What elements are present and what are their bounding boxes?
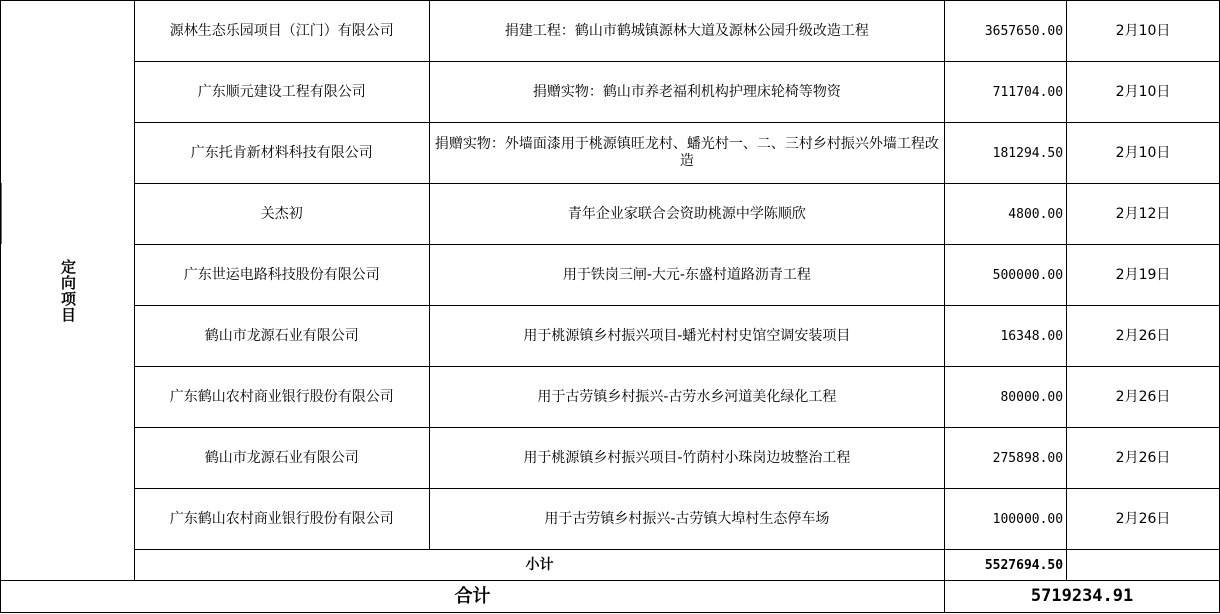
amount-cell[interactable]: 4800.00 [945, 184, 1067, 245]
amount-cell[interactable]: 500000.00 [945, 245, 1067, 306]
total-amount[interactable]: 5719234.91 [945, 581, 1220, 613]
purpose-cell[interactable]: 捐赠实物：外墙面漆用于桃源镇旺龙村、蟠光村一、二、三村乡村振兴外墙工程改造 [429, 123, 945, 184]
amount-cell[interactable]: 100000.00 [945, 489, 1067, 550]
purpose-cell[interactable]: 捐赠实物：鹤山市养老福利机构护理床轮椅等物资 [429, 62, 945, 123]
donor-cell[interactable]: 源林生态乐园项目（江门）有限公司 [134, 1, 429, 62]
amount-cell[interactable]: 711704.00 [945, 62, 1067, 123]
total-row [1, 581, 1220, 613]
donor-cell[interactable]: 广东托肯新材料科技有限公司 [134, 123, 429, 184]
donor-cell[interactable]: 鹤山市龙源石业有限公司 [134, 428, 429, 489]
date-cell[interactable]: 2月12日 [1067, 184, 1220, 245]
donation-table-body [1, 1, 1220, 613]
subtotal-amount[interactable]: 5527694.50 [945, 550, 1067, 581]
amount-cell[interactable]: 181294.50 [945, 123, 1067, 184]
table-row [1, 62, 1220, 123]
table-row [1, 245, 1220, 306]
purpose-cell[interactable]: 用于古劳镇乡村振兴-古劳镇大埠村生态停车场 [429, 489, 945, 550]
category-cell[interactable]: 定向项目 [1, 1, 135, 581]
table-row [1, 123, 1220, 184]
date-cell[interactable]: 2月10日 [1067, 123, 1220, 184]
date-cell[interactable]: 2月10日 [1067, 62, 1220, 123]
table-row [1, 184, 1220, 245]
table-row [1, 428, 1220, 489]
donor-cell[interactable]: 广东顺元建设工程有限公司 [134, 62, 429, 123]
date-cell[interactable]: 2月10日 [1067, 1, 1220, 62]
purpose-cell[interactable]: 用于古劳镇乡村振兴-古劳水乡河道美化绿化工程 [429, 367, 945, 428]
amount-cell[interactable]: 16348.00 [945, 306, 1067, 367]
date-cell[interactable]: 2月26日 [1067, 306, 1220, 367]
total-label[interactable]: 合计 [1, 581, 945, 613]
donor-cell[interactable]: 广东世运电路科技股份有限公司 [134, 245, 429, 306]
amount-cell[interactable]: 275898.00 [945, 428, 1067, 489]
purpose-cell[interactable]: 捐建工程：鹤山市鹤城镇源林大道及源林公园升级改造工程 [429, 1, 945, 62]
table-row [1, 367, 1220, 428]
amount-cell[interactable]: 3657650.00 [945, 1, 1067, 62]
date-cell[interactable]: 2月19日 [1067, 245, 1220, 306]
donor-cell[interactable]: 广东鹤山农村商业银行股份有限公司 [134, 489, 429, 550]
subtotal-empty-cell[interactable] [1067, 550, 1220, 581]
table-row [1, 489, 1220, 550]
date-cell[interactable]: 2月26日 [1067, 367, 1220, 428]
subtotal-row [1, 550, 1220, 581]
purpose-cell[interactable]: 用于桃源镇乡村振兴项目-蟠光村村史馆空调安装项目 [429, 306, 945, 367]
amount-cell[interactable]: 80000.00 [945, 367, 1067, 428]
subtotal-label[interactable]: 小计 [134, 550, 944, 581]
purpose-cell[interactable]: 用于桃源镇乡村振兴项目-竹荫村小珠岗边坡整治工程 [429, 428, 945, 489]
purpose-cell[interactable]: 用于铁岗三闸-大元-东盛村道路沥青工程 [429, 245, 945, 306]
date-cell[interactable]: 2月26日 [1067, 489, 1220, 550]
table-row [1, 306, 1220, 367]
donor-cell[interactable]: 鹤山市龙源石业有限公司 [134, 306, 429, 367]
donor-cell[interactable]: 关杰初 [134, 184, 429, 245]
donor-cell[interactable]: 广东鹤山农村商业银行股份有限公司 [134, 367, 429, 428]
table-row [1, 1, 1220, 62]
date-cell[interactable]: 2月26日 [1067, 428, 1220, 489]
purpose-cell[interactable]: 青年企业家联合会资助桃源中学陈顺欣 [429, 184, 945, 245]
